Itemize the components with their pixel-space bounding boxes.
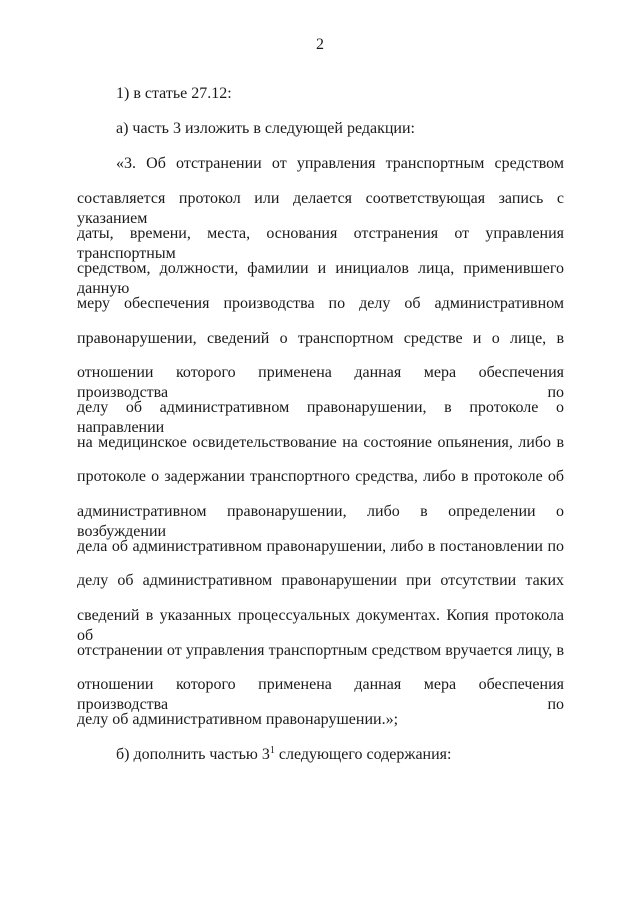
text-line: делу об административном правонарушении при отсутствии таких: [77, 572, 564, 589]
page-number: 2: [316, 36, 324, 53]
point-b-suffix: следующего содержания:: [274, 746, 452, 763]
text-line: административном правонарушении, либо в определении о возбуждении: [77, 503, 564, 540]
text-line: сведений в указанных процессуальных документах. Копия протокола об: [77, 607, 564, 644]
text-line: меру обеспечения производства по делу об административном: [77, 295, 564, 312]
point-b-superscript: 1: [269, 745, 275, 756]
text-line: делу об административном правонарушении.»;: [77, 711, 399, 728]
text-line: отношении которого применена данная мера обеспечения производства по: [77, 676, 564, 713]
text-line: правонарушении, сведений о транспортном средстве и о лице, в: [77, 330, 564, 347]
text-line: составляется протокол или делается соответствующая запись с указанием: [77, 190, 564, 227]
text-line: отстранении от управления транспортным средством вручается лицу, в: [77, 642, 564, 659]
text-line: дела об административном правонарушении, либо в постановлении по: [77, 538, 564, 555]
text-line: средством, должности, фамилии и инициалов лица, применившего данную: [77, 260, 564, 297]
text-line: протоколе о задержании транспортного средства, либо в протоколе об: [77, 468, 564, 485]
text-line: делу об административном правонарушении, в протоколе о направлении: [77, 399, 564, 436]
text-line: даты, времени, места, основания отстранения от управления транспортным: [77, 225, 564, 262]
item-intro: 1) в статье 27.12:: [116, 85, 232, 102]
text-line: отношении которого применена данная мера обеспечения производства по: [77, 364, 564, 401]
point-b-prefix: б) дополнить частью 3: [116, 746, 270, 763]
point-b: [116, 745, 451, 765]
text-line: на медицинское освидетельствование на состояние опьянения, либо в: [77, 434, 564, 451]
point-a: а) часть 3 изложить в следующей редакции:: [116, 120, 415, 137]
text-line: «3. Об отстранении от управления транспортным средством: [116, 155, 564, 172]
